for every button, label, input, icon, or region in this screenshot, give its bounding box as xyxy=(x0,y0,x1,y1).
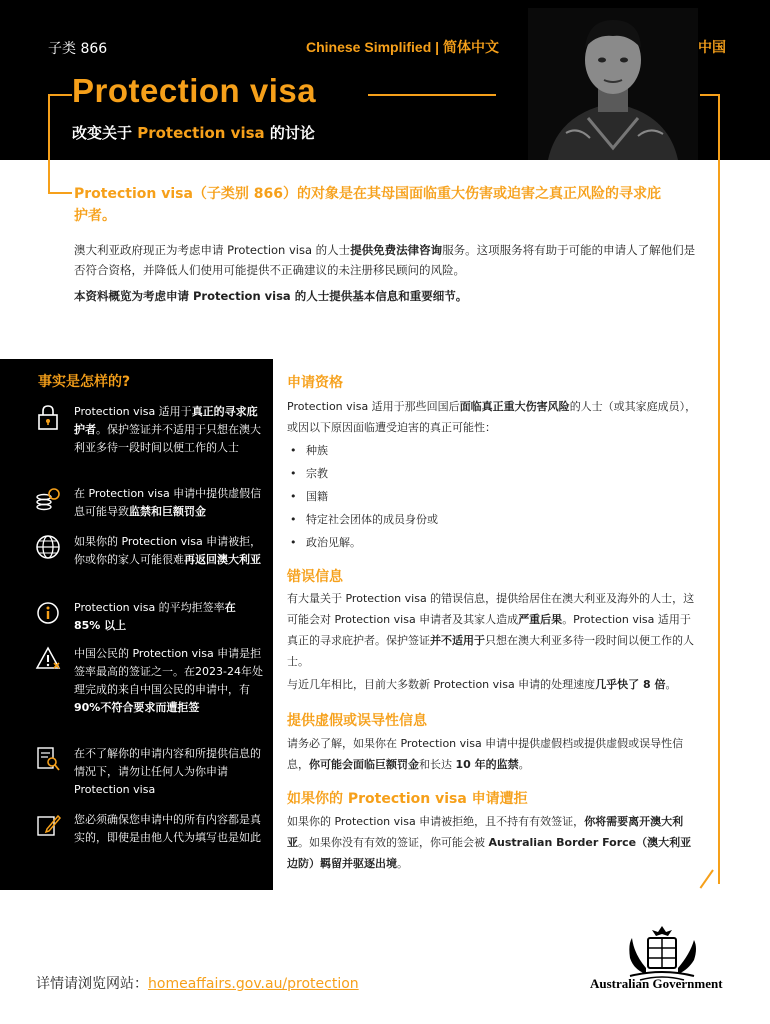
subclass-label: 子类 866 xyxy=(48,41,108,57)
fact-text-bold: 真正的寻求庇护者 xyxy=(74,405,258,436)
bracket-right-vertical xyxy=(718,94,720,884)
refused-text xyxy=(287,811,699,874)
fact-text xyxy=(74,533,264,569)
portrait-photo xyxy=(528,8,698,160)
refused-text-bold-2: Australian Border Force（澳大利亚边防）羁留并驱逐出境 xyxy=(287,836,692,870)
eligibility-heading: 申请资格 xyxy=(287,375,343,391)
fact-text-bold: 90%不符合要求而遭拒签 xyxy=(74,701,200,714)
false-info-text-a: 请务必了解，如果你在 Protection visa 申请中提供虚假档或提供虚假或误导性信息， xyxy=(287,737,684,771)
eligibility-bullet: • 国籍 xyxy=(290,488,328,504)
info-icon xyxy=(34,599,62,627)
misinfo-text-2-bold: 几乎快了 8 倍 xyxy=(595,678,666,691)
subtitle-text-post: 的讨论 xyxy=(264,124,315,142)
intro-p1-a: 澳大利亚政府现正为考虑申请 Protection visa 的人士 xyxy=(74,243,351,257)
false-info-text-bold-2: 10 年的监禁 xyxy=(455,758,519,771)
refused-text-e: 。 xyxy=(397,857,408,870)
warning-icon xyxy=(34,645,62,673)
eligibility-text xyxy=(287,396,699,438)
false-info-heading: 提供虚假或误导性信息 xyxy=(287,713,427,729)
misinfo-text-bold-2: 并不适用于 xyxy=(430,634,485,647)
fact-text-a: 中国公民的 Protection visa 申请是拒签率最高的签证之一。在2023-24年处理完成的来自中国公民的申请中，有 xyxy=(74,647,263,696)
intro-p1-c: 服务。这项服务将有助于可能的申请人了解他们是否符合资格，并降低人们使用可能提供不正确建议的未注册移民顾问的风险。 xyxy=(74,243,696,277)
country-label: 中国 xyxy=(698,40,726,56)
footer-label: 详情请浏览网站： xyxy=(36,976,148,992)
false-info-text-bold: 你可能会面临巨额罚金 xyxy=(309,758,419,771)
misinfo-text-2-a: 与近几年相比，目前大多数新 Protection visa 申请的处理速度 xyxy=(287,678,596,691)
bracket-right-tail xyxy=(700,869,714,888)
misinfo-text-2-c: 。 xyxy=(665,678,677,691)
fact-text-bold: 在 85% 以上 xyxy=(74,601,236,632)
fact-text xyxy=(74,645,264,717)
false-info-text xyxy=(287,733,699,775)
eligibility-bullet: • 种族 xyxy=(290,442,328,458)
australian-government-wordmark: Australian Government xyxy=(590,976,723,991)
misinfo-text-bold: 严重后果 xyxy=(518,613,563,626)
refused-text-a: 如果你的 Protection visa 申请被拒绝，且不持有有效签证， xyxy=(287,815,585,828)
language-label[interactable]: Chinese Simplified | 简体中文 xyxy=(306,39,499,55)
refused-text-bold: 你将需要离开澳大利亚 xyxy=(287,815,684,849)
intro-paragraph-2: 本资料概览为考虑申请 Protection visa 的人士提供基本信息和重要细节。 xyxy=(74,289,468,303)
page-title: Protection visa xyxy=(72,72,317,109)
fact-text-bold: 再返回澳大利亚 xyxy=(184,553,261,566)
fact-text xyxy=(74,599,264,635)
fact-text-c: 。保护签证并不适用于只想在澳大利亚多待一段时间以便工作的人士 xyxy=(74,423,261,454)
page-subtitle xyxy=(72,122,315,143)
bracket-left-foot xyxy=(48,192,72,194)
intro-p1-bold: 提供免费法律咨询 xyxy=(350,243,443,257)
edit-icon xyxy=(34,811,62,839)
eligibility-text-bold: 面临真正重大伤害风险 xyxy=(459,400,570,413)
refused-heading: 如果你的 Protection visa 申请遭拒 xyxy=(287,791,528,807)
eligibility-bullet: • 特定社会团体的成员身份或 xyxy=(290,511,438,527)
facts-panel xyxy=(0,359,273,890)
refused-text-c: 。如果你没有有效的签证，你可能会被 xyxy=(298,836,489,849)
misinfo-text-2 xyxy=(287,674,699,695)
fact-text-a: 在 Protection visa 申请中提供虚假信息可能导致 xyxy=(74,487,262,518)
misinfo-text-a: 有大量关于 Protection visa 的错误信息，提供给居住在澳大利亚及海外的人士，这可能会对 Protection visa 申请者及其家人造成 xyxy=(287,592,695,626)
eligibility-text-c: 的人士（或其家庭成员），或因以下原因面临遭受迫害的真正可能性： xyxy=(287,400,697,434)
fact-text-a: 如果你的 Protection visa 申请被拒，你或你的家人可能很难 xyxy=(74,535,262,566)
globe-icon xyxy=(34,533,62,561)
bracket-title-line xyxy=(368,94,496,96)
footer-more-info xyxy=(36,973,359,993)
fact-text xyxy=(74,485,264,521)
subtitle-text-pre: 改变关于 xyxy=(72,124,138,142)
eligibility-text-a: Protection visa 适用于那些回国后 xyxy=(287,400,460,413)
misinfo-text-c: 。Protection visa 适用于真正的寻求庇护者。保护签证 xyxy=(287,613,691,647)
false-info-text-e: 。 xyxy=(518,758,530,771)
fact-text: 您必须确保您申请中的所有内容都是真实的，即使是由他人代为填写也是如此 xyxy=(74,813,261,844)
intro-lead: Protection visa（子类别 866）的对象是在其母国面临重大伤害或迫害之真正风险的寻求庇护者。 xyxy=(74,186,662,224)
intro-paragraph-1 xyxy=(74,240,704,280)
misinfo-heading: 错误信息 xyxy=(287,569,343,585)
eligibility-bullet: • 政治见解。 xyxy=(290,534,361,550)
facts-title: 事实是怎样的? xyxy=(38,374,131,390)
fact-text xyxy=(74,403,264,457)
coins-icon xyxy=(34,485,62,513)
bracket-left-decoration xyxy=(48,94,72,194)
fact-text-a: Protection visa 的平均拒签率 xyxy=(74,601,225,614)
document-search-icon xyxy=(34,745,62,773)
eligibility-bullet: • 宗教 xyxy=(290,465,328,481)
website-link[interactable]: homeaffairs.gov.au/protection xyxy=(148,976,359,992)
subtitle-highlight: Protection visa xyxy=(137,124,265,142)
bracket-right-top xyxy=(700,94,720,96)
misinfo-text-e: 只想在澳大利亚多待一段时间以便工作的人士。 xyxy=(287,634,694,668)
fact-text: 在不了解你的申请内容和所提供信息的情况下，请勿让任何人为你申请 Protection visa xyxy=(74,747,261,796)
padlock-icon xyxy=(34,403,62,431)
fact-text-a: Protection visa 适用于 xyxy=(74,405,192,418)
false-info-text-c: 和长达 xyxy=(419,758,456,771)
misinfo-text-1 xyxy=(287,588,699,672)
fact-text-bold: 监禁和巨额罚金 xyxy=(129,505,206,518)
